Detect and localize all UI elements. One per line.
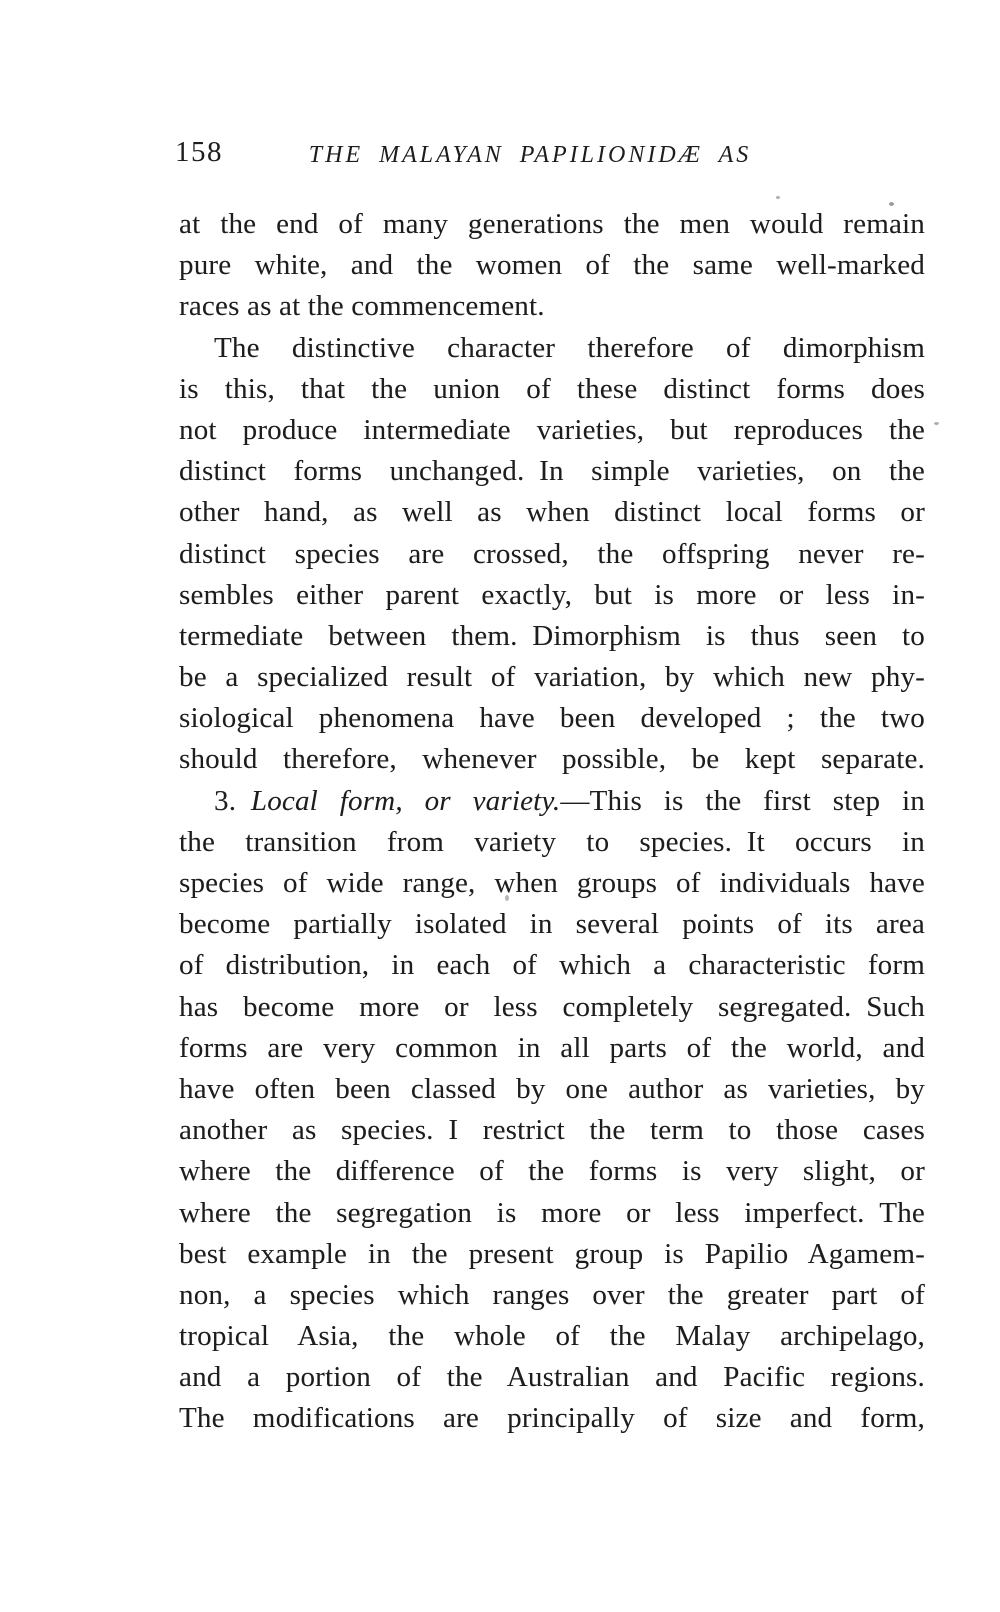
text-line: non, a species which ranges over the greater part of	[179, 1278, 925, 1311]
line-rest: —This is the first step in	[560, 784, 925, 817]
text-line: The distinctive character therefore of dimorphism	[214, 331, 925, 364]
italic-phrase: Local form, or variety.	[250, 784, 561, 817]
text-line: has become more or less completely segregated. Such	[179, 990, 925, 1023]
text-line: not produce intermediate varieties, but reproduces the	[179, 413, 925, 446]
text-line: should therefore, whenever possible, be kept separate.	[179, 743, 925, 776]
text-line: races as at the commencement.	[179, 290, 545, 323]
text-line: distinct forms unchanged. In simple varieties, on the	[179, 455, 925, 488]
text-line: have often been classed by one author as varieties, by	[179, 1072, 925, 1105]
body-text	[179, 204, 925, 1440]
text-line: species of wide range, when groups of individuals have	[179, 867, 925, 899]
text-line: siological phenomena have been developed ; the two	[179, 702, 925, 735]
scan-speck	[934, 422, 939, 425]
text-line: become partially isolated in several points of its area	[179, 908, 925, 941]
text-line: forms are very common in all parts of the world, and	[179, 1031, 925, 1064]
text-line: tropical Asia, the whole of the Malay archipelago,	[179, 1320, 925, 1353]
scan-speck	[505, 895, 509, 901]
scan-speck	[889, 202, 894, 206]
text-line: is this, that the union of these distinct forms does	[179, 372, 925, 405]
text-line: termediate between them. Dimorphism is thus seen to	[179, 619, 925, 652]
text-line	[179, 781, 925, 822]
text-line: at the end of many generations the men would remain	[179, 208, 925, 240]
text-line: be a specialized result of variation, by which new phy-	[179, 661, 925, 694]
text-line: distinct species are crossed, the offspring never re-	[179, 537, 925, 570]
text-line: The modifications are principally of size and form,	[179, 1402, 925, 1435]
text-line: where the difference of the forms is very slight, or	[179, 1155, 925, 1188]
scan-speck	[776, 196, 780, 199]
text-line: where the segregation is more or less imperfect. The	[179, 1196, 925, 1229]
paragraph-number: 3.	[214, 784, 251, 817]
text-line: and a portion of the Australian and Pacific regions.	[179, 1361, 925, 1394]
text-line: best example in the present group is Papilio Agamem-	[179, 1237, 925, 1270]
text-line: other hand, as well as when distinct local forms or	[179, 496, 925, 529]
page-number: 158	[175, 136, 223, 168]
text-line: pure white, and the women of the same well-marked	[179, 249, 925, 282]
text-line: of distribution, in each of which a characteristic form	[179, 949, 925, 982]
text-line: the transition from variety to species. It occurs in	[179, 825, 925, 858]
text-line: sembles either parent exactly, but is more or less in-	[179, 578, 925, 611]
running-title: THE MALAYAN PAPILIONIDÆ AS	[308, 142, 752, 168]
text-line: another as species. I restrict the term to those cases	[179, 1114, 925, 1147]
